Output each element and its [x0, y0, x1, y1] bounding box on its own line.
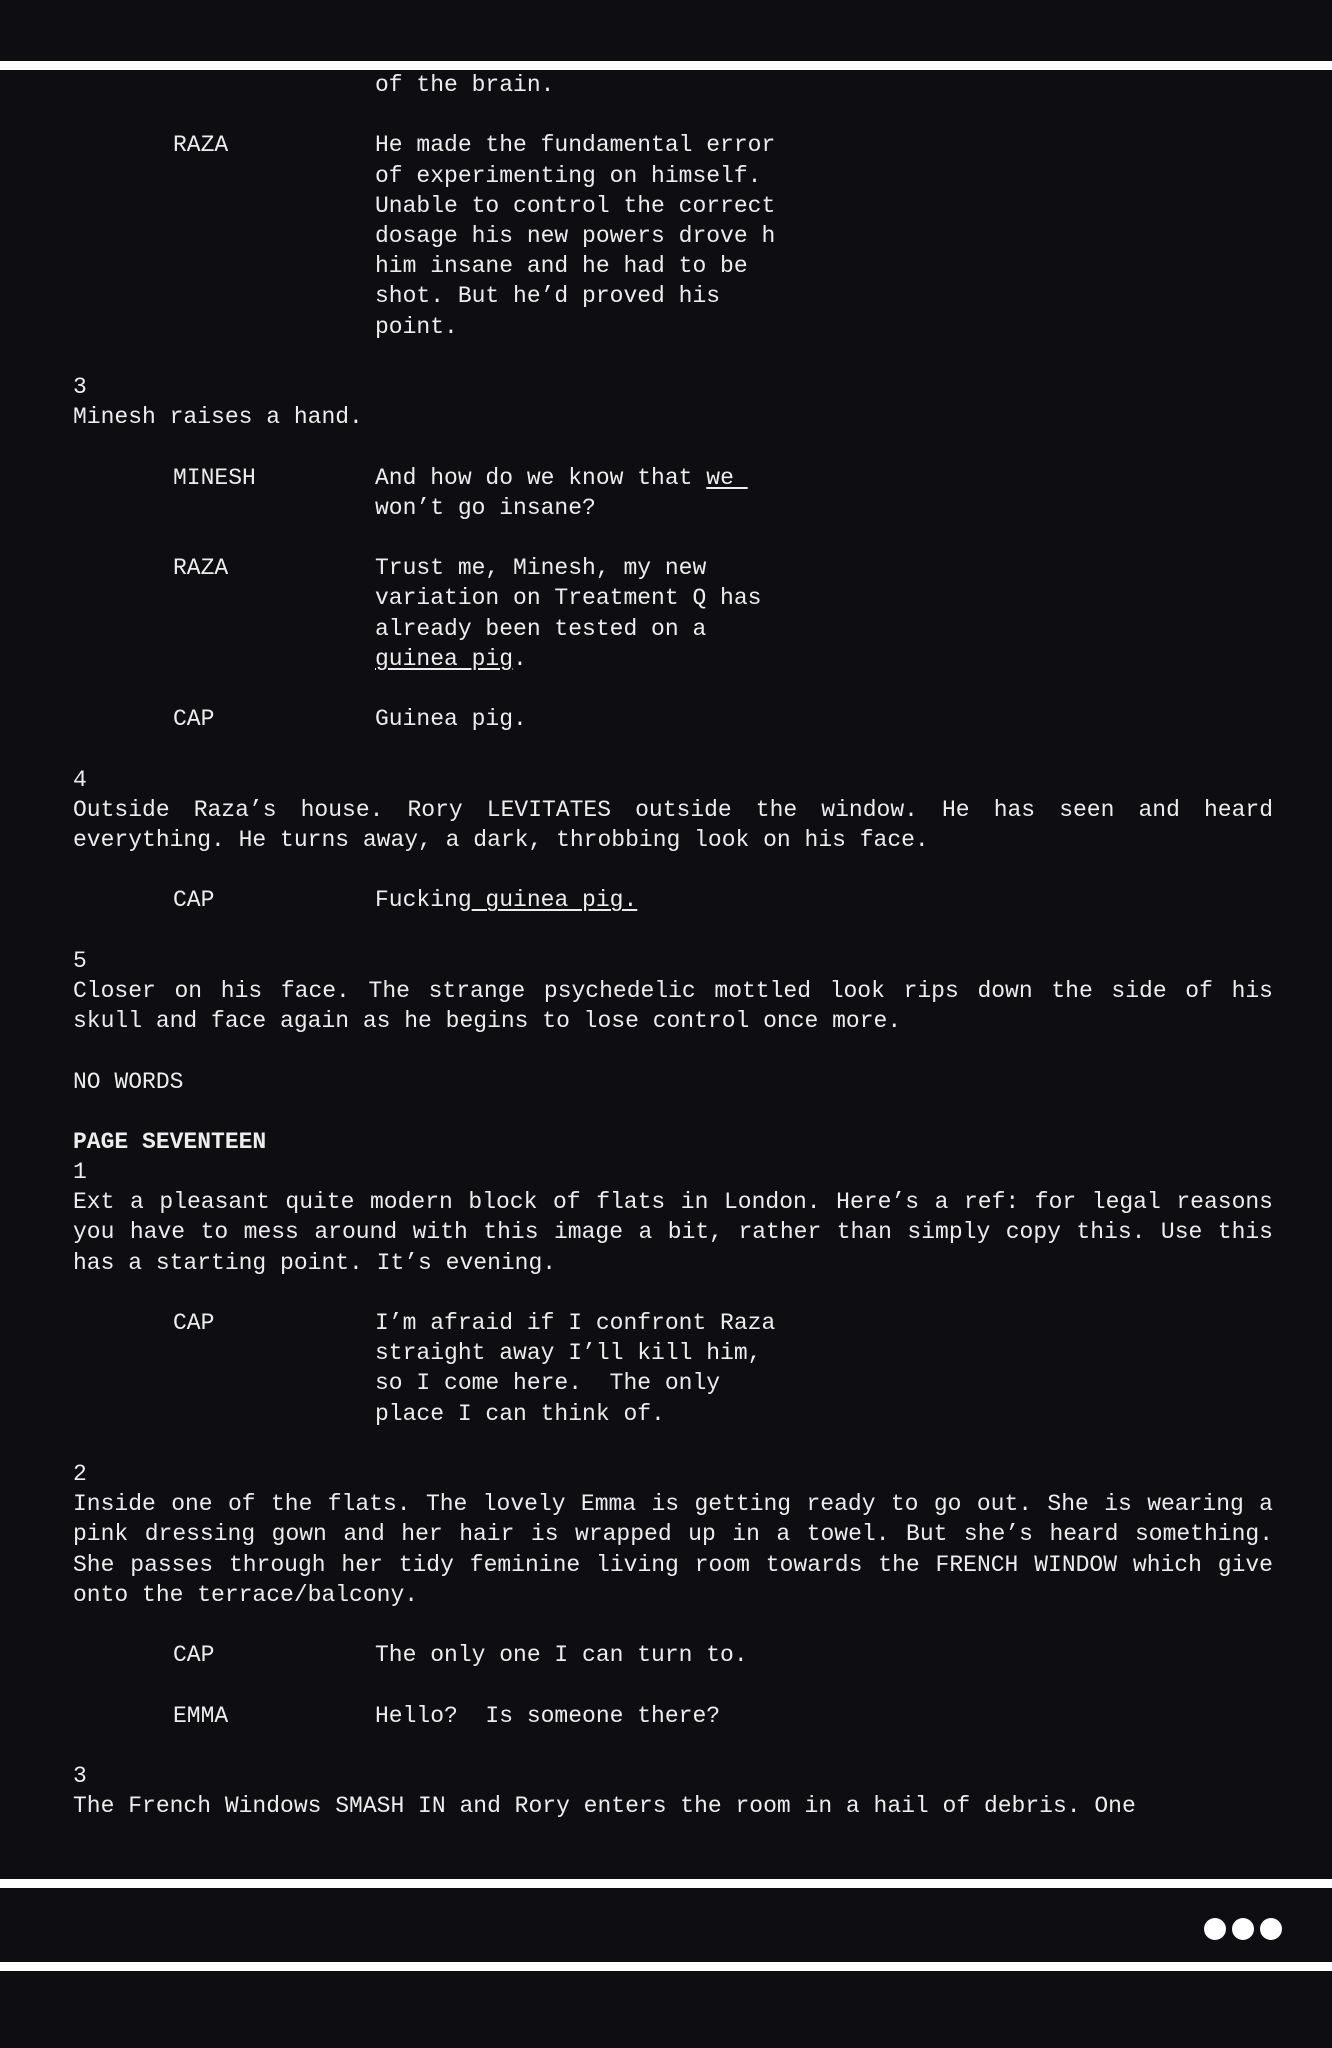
speaker-name: EMMA — [173, 1702, 229, 1729]
dot — [1260, 1918, 1282, 1940]
speech-text: Hello? Is someone there? — [375, 1702, 721, 1729]
top-rule — [0, 61, 1332, 70]
more-dots-icon[interactable] — [1204, 1918, 1282, 1940]
dialogue-cap-4 — [73, 1640, 1273, 1670]
speech-text: Fucking guinea pig. — [375, 887, 638, 914]
dot — [1204, 1918, 1226, 1940]
panel-action: Outside Raza’s house. Rory LEVITATES outside the window. He has seen and heard everything. He turns away, a dark, throbbing look on his face. — [73, 796, 1273, 853]
panel-number: 3 — [73, 1763, 87, 1790]
speech-text: And how do we know that we won’t go insane? — [375, 464, 748, 521]
panel-number: 1 — [73, 1159, 87, 1186]
speech-text: I’m afraid if I confront Raza straight away I’ll kill him, so I come here. The only place I can think of. — [375, 1310, 776, 1427]
dialogue-raza-2 — [73, 553, 1273, 674]
panel-action: Ext a pleasant quite modern block of flats in London. Here’s a ref: for legal reasons you have to mess around with this image a bit, rather than simply copy this. Use this has a starting point. It’s evening. — [73, 1189, 1273, 1276]
dialogue-emma-1 — [73, 1701, 1273, 1731]
speech-text: Guinea pig. — [375, 706, 527, 733]
panel-action: The French Windows SMASH IN and Rory enters the room in a hail of debris. One — [73, 1793, 1136, 1820]
speaker-name: RAZA — [173, 132, 229, 159]
fragment-line: of the brain. — [375, 72, 555, 98]
dialogue-minesh-1 — [73, 463, 1273, 523]
speaker-name: CAP — [173, 1642, 215, 1669]
speaker-name: CAP — [173, 887, 215, 914]
no-words-note: NO WORDS — [73, 1068, 184, 1095]
dot — [1232, 1918, 1254, 1940]
panel-action: Inside one of the flats. The lovely Emma is getting ready to go out. She is wearing a pink dressing gown and her hair is wrapped up in a towel. But she’s heard something. She passes through her tidy feminine living room towards the FRENCH WINDOW which give onto the terrace/balcony. — [73, 1491, 1273, 1608]
panel-number: 4 — [73, 766, 87, 793]
dialogue-cap-2 — [73, 885, 1273, 915]
panel-number: 2 — [73, 1461, 87, 1488]
speaker-name: RAZA — [173, 555, 229, 582]
dialogue-cap-1 — [73, 704, 1273, 734]
speech-text: Trust me, Minesh, my new variation on Treatment Q has already been tested on a guinea pig. — [375, 555, 762, 672]
footer-rule — [0, 1962, 1332, 1971]
top-band — [0, 0, 1332, 60]
panel-action: Closer on his face. The strange psychedelic mottled look rips down the side of his skull and face again as he begins to lose control once more. — [73, 977, 1273, 1035]
page-heading: PAGE SEVENTEEN — [73, 1128, 267, 1155]
panel-number: 3 — [73, 373, 87, 400]
speaker-name: CAP — [173, 706, 215, 733]
speaker-name: CAP — [173, 1310, 215, 1337]
panel-action: Minesh raises a hand. — [73, 404, 363, 431]
speaker-name: MINESH — [173, 464, 256, 491]
dialogue-cap-3 — [73, 1308, 1273, 1429]
script-page — [73, 70, 1273, 1870]
speech-text: He made the fundamental error of experimenting on himself. Unable to control the correct dosage his new powers drove h him insane and he had to be shot. But he’d proved his point. — [375, 132, 776, 340]
dialogue-raza-1 — [73, 130, 1273, 341]
bottom-rule — [0, 1879, 1332, 1888]
speech-text: The only one I can turn to. — [375, 1642, 748, 1669]
panel-number: 5 — [73, 947, 87, 974]
